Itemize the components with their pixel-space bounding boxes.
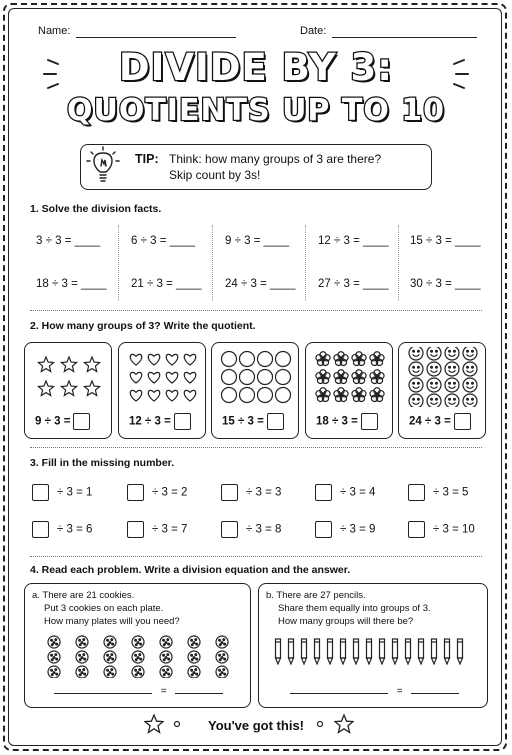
equation-text: ÷ 3 = 2 — [152, 486, 188, 499]
smiley-icon — [427, 347, 441, 360]
lightbulb-icon — [86, 146, 126, 190]
smiley-icon — [427, 362, 441, 376]
flower-icon — [334, 352, 348, 366]
missing-number-item — [32, 521, 92, 538]
group-card — [305, 342, 393, 439]
smiley-icon — [409, 347, 423, 360]
cookie-icon — [160, 651, 172, 663]
picture-group — [119, 347, 207, 407]
equation-blank[interactable] — [54, 693, 152, 694]
pencil-icon — [432, 639, 437, 664]
division-fact[interactable]: 9 ÷ 3 = ____ — [225, 235, 290, 247]
dot-icon — [316, 720, 324, 728]
flower-icon — [370, 352, 384, 366]
flower-icon — [316, 370, 330, 384]
answer-box[interactable] — [32, 484, 49, 501]
flower-icon — [334, 370, 348, 384]
equation-text: ÷ 3 = 9 — [340, 523, 376, 536]
answer-box[interactable] — [221, 521, 238, 538]
cookie-icon — [132, 636, 144, 648]
cookie-icon — [48, 651, 60, 663]
pencil-icon — [328, 639, 333, 664]
star-icon — [38, 381, 53, 396]
flower-icon — [370, 370, 384, 384]
star-icon — [61, 381, 76, 396]
cookie-icon — [76, 666, 88, 678]
equation-text: 12 ÷ 3 = — [129, 415, 171, 428]
equation-text: ÷ 3 = 5 — [433, 486, 469, 499]
answer-box[interactable] — [408, 484, 425, 501]
name-label: Name: — [38, 25, 71, 37]
answer-box[interactable] — [73, 413, 90, 430]
division-fact[interactable]: 30 ÷ 3 = ____ — [410, 278, 481, 290]
problem-b-text — [266, 589, 431, 628]
group-card — [118, 342, 206, 439]
equation-text: ÷ 3 = 7 — [152, 523, 188, 536]
cookie-icon — [216, 636, 228, 648]
division-fact[interactable]: 18 ÷ 3 = ____ — [36, 278, 107, 290]
answer-box[interactable] — [454, 413, 471, 430]
circle-icon — [276, 352, 291, 367]
pencil-icon — [458, 639, 463, 664]
picture-group — [399, 347, 487, 407]
equation-text: ÷ 3 = 6 — [57, 523, 93, 536]
section-2-heading: 2. How many groups of 3? Write the quotient. — [30, 320, 256, 332]
missing-number-item — [408, 521, 475, 538]
flower-icon — [334, 388, 348, 402]
cookie-icon — [76, 651, 88, 663]
cookie-icon — [132, 666, 144, 678]
problem-a-text — [32, 589, 180, 628]
answer-box[interactable] — [315, 484, 332, 501]
quotient-equation — [35, 413, 90, 430]
cookie-icon — [76, 636, 88, 648]
flower-icon — [316, 352, 330, 366]
heart-icon — [166, 390, 177, 401]
missing-number-item — [127, 521, 187, 538]
column-divider — [305, 225, 306, 301]
circle-icon — [258, 352, 273, 367]
cookie-icon — [188, 636, 200, 648]
equals-sign: = — [396, 686, 403, 697]
flower-icon — [316, 388, 330, 402]
heart-icon — [130, 354, 141, 365]
division-fact[interactable]: 6 ÷ 3 = ____ — [131, 235, 196, 247]
heart-icon — [130, 390, 141, 401]
equation-text: 24 ÷ 3 = — [409, 415, 451, 428]
quotient-equation — [409, 413, 471, 430]
division-fact[interactable]: 3 ÷ 3 = ____ — [36, 235, 101, 247]
answer-box[interactable] — [267, 413, 284, 430]
cookie-icon — [216, 666, 228, 678]
heart-icon — [130, 372, 141, 383]
column-divider — [398, 225, 399, 301]
smiley-icon — [445, 394, 459, 407]
star-icon — [84, 381, 99, 396]
division-fact[interactable]: 21 ÷ 3 = ____ — [131, 278, 202, 290]
cookie-icon — [188, 666, 200, 678]
smiley-icon — [427, 394, 441, 407]
pencil-icon — [276, 639, 281, 664]
group-card — [24, 342, 112, 439]
division-fact[interactable]: 15 ÷ 3 = ____ — [410, 235, 481, 247]
pencil-icon — [315, 639, 320, 664]
heart-icon — [148, 372, 159, 383]
equation-text: 15 ÷ 3 = — [222, 415, 264, 428]
page-subtitle: QUOTIENTS UP TO 10 — [66, 93, 446, 128]
circle-icon — [240, 370, 255, 385]
problem-b-line: Share them equally into groups of 3. — [278, 603, 431, 614]
cookie-icon — [104, 636, 116, 648]
missing-number-item — [315, 521, 375, 538]
pencil-icon — [341, 639, 346, 664]
tip-label: TIP: — [135, 152, 159, 166]
smiley-icon — [409, 378, 423, 392]
pencil-group — [258, 632, 488, 678]
section-divider — [30, 310, 482, 311]
smiley-icon — [445, 362, 459, 376]
answer-box[interactable] — [127, 521, 144, 538]
pencil-icon — [380, 639, 385, 664]
equation-text: ÷ 3 = 4 — [340, 486, 376, 499]
heart-icon — [148, 390, 159, 401]
picture-group — [25, 347, 113, 407]
pencil-icon — [445, 639, 450, 664]
circle-icon — [240, 388, 255, 403]
circle-icon — [240, 352, 255, 367]
star-icon — [84, 357, 99, 372]
problem-a-answer[interactable] — [54, 686, 223, 697]
division-fact[interactable]: 12 ÷ 3 = ____ — [318, 235, 389, 247]
missing-number-item — [221, 484, 281, 501]
division-fact[interactable]: 27 ÷ 3 = ____ — [318, 278, 389, 290]
missing-number-item — [315, 484, 375, 501]
smiley-icon — [409, 394, 423, 407]
answer-box[interactable] — [408, 521, 425, 538]
group-card — [398, 342, 486, 439]
cookie-group — [24, 632, 251, 678]
smiley-icon — [463, 362, 477, 376]
cookie-icon — [160, 636, 172, 648]
section-divider — [30, 447, 482, 448]
equation-text: 18 ÷ 3 = — [316, 415, 358, 428]
pencil-icon — [302, 639, 307, 664]
heart-icon — [166, 372, 177, 383]
star-icon — [38, 357, 53, 372]
problem-b-line: How many groups will there be? — [278, 616, 414, 627]
pencil-icon — [419, 639, 424, 664]
heart-icon — [184, 390, 195, 401]
equation-text: ÷ 3 = 8 — [246, 523, 282, 536]
flower-icon — [352, 370, 366, 384]
circle-icon — [222, 370, 237, 385]
circle-icon — [276, 370, 291, 385]
cookie-icon — [104, 651, 116, 663]
title-sparkle-lines — [0, 0, 512, 160]
smiley-icon — [445, 378, 459, 392]
circle-icon — [222, 388, 237, 403]
heart-icon — [166, 354, 177, 365]
equation-text: ÷ 3 = 1 — [57, 486, 93, 499]
cookie-icon — [48, 666, 60, 678]
picture-group — [212, 347, 300, 407]
section-1-heading: 1. Solve the division facts. — [30, 203, 162, 215]
tip-text-2: Skip count by 3s! — [169, 168, 261, 182]
missing-number-item — [221, 521, 281, 538]
answer-box[interactable] — [32, 521, 49, 538]
smiley-icon — [427, 378, 441, 392]
tip-box — [80, 144, 432, 190]
smiley-icon — [463, 378, 477, 392]
equation-blank[interactable] — [290, 693, 388, 694]
cookie-icon — [160, 666, 172, 678]
quotient-equation — [316, 413, 378, 430]
answer-box[interactable] — [315, 521, 332, 538]
flower-icon — [352, 352, 366, 366]
footer-message: You've got this! — [207, 718, 304, 733]
answer-box[interactable] — [174, 413, 191, 430]
star-icon — [61, 357, 76, 372]
flower-icon — [352, 388, 366, 402]
answer-box[interactable] — [221, 484, 238, 501]
cookie-icon — [104, 666, 116, 678]
equation-text: 9 ÷ 3 = — [35, 415, 71, 428]
date-label: Date: — [300, 25, 327, 37]
page-title: DIVIDE BY 3: — [118, 46, 394, 89]
tip-text-1: Think: how many groups of 3 are there? — [169, 152, 382, 166]
smiley-icon — [409, 362, 423, 376]
pencil-icon — [393, 639, 398, 664]
cookie-icon — [216, 651, 228, 663]
smiley-icon — [463, 394, 477, 407]
cookie-icon — [188, 651, 200, 663]
pencil-icon — [406, 639, 411, 664]
column-divider — [118, 225, 119, 301]
circle-icon — [222, 352, 237, 367]
cookie-icon — [48, 636, 60, 648]
equation-text: ÷ 3 = 10 — [433, 523, 475, 536]
circle-icon — [258, 370, 273, 385]
problem-a-line: Put 3 cookies on each plate. — [44, 603, 164, 614]
pencil-icon — [354, 639, 359, 664]
section-divider — [30, 556, 482, 557]
equation-text: ÷ 3 = 3 — [246, 486, 282, 499]
pencil-icon — [367, 639, 372, 664]
section-4-heading: 4. Read each problem. Write a division equation and the answer. — [30, 564, 351, 576]
problem-b-line: b. There are 27 pencils. — [266, 590, 366, 601]
smiley-icon — [463, 347, 477, 360]
pencil-icon — [289, 639, 294, 664]
equals-sign: = — [160, 686, 167, 697]
heart-icon — [184, 354, 195, 365]
answer-blank[interactable] — [411, 693, 459, 694]
answer-blank[interactable] — [175, 693, 223, 694]
division-fact[interactable]: 24 ÷ 3 = ____ — [225, 278, 296, 290]
problem-a-line: How many plates will you need? — [44, 616, 180, 627]
quotient-equation — [222, 413, 284, 430]
answer-box[interactable] — [361, 413, 378, 430]
missing-number-item — [32, 484, 92, 501]
missing-number-item — [408, 484, 468, 501]
picture-group — [306, 347, 394, 407]
flower-icon — [370, 388, 384, 402]
quotient-equation — [129, 413, 191, 430]
problem-b-answer[interactable] — [290, 686, 459, 697]
heart-icon — [148, 354, 159, 365]
missing-number-item — [127, 484, 187, 501]
star-icon — [334, 714, 354, 734]
circle-icon — [258, 388, 273, 403]
heart-icon — [184, 372, 195, 383]
section-3-heading: 3. Fill in the missing number. — [30, 457, 175, 469]
circle-icon — [276, 388, 291, 403]
smiley-icon — [445, 347, 459, 360]
answer-box[interactable] — [127, 484, 144, 501]
cookie-icon — [132, 651, 144, 663]
problem-a-line: a. There are 21 cookies. — [32, 590, 135, 601]
column-divider — [212, 225, 213, 301]
group-card — [211, 342, 299, 439]
